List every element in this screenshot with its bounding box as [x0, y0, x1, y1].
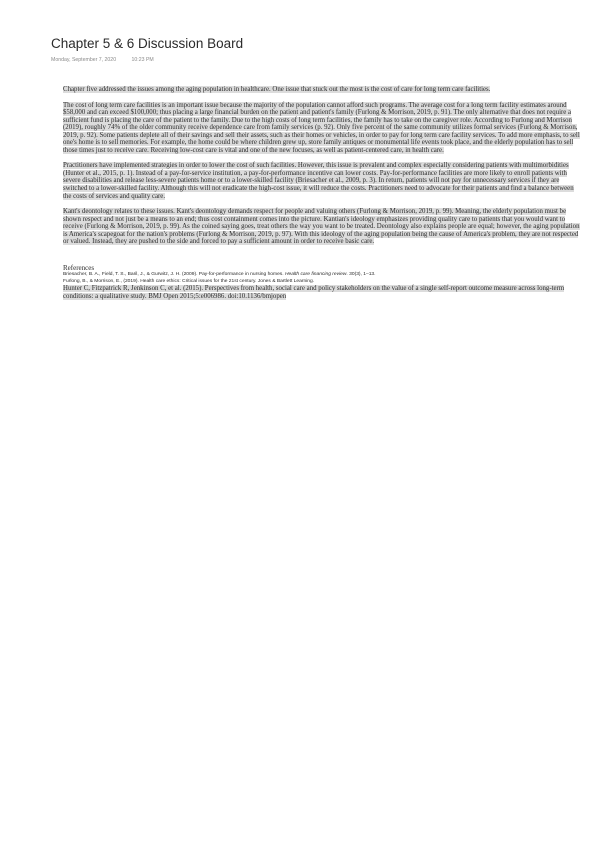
paragraph-text: The cost of long term care facilities is an important issue because the majority of the population cannot afford such programs. The average cost for a long term facility estimates around $58,000 and can exceed $100,000; thus placing a large financial burden on the patient and patient's family (Furlong & Morrison, 2019, p. 91). The only alternative that does not require a sufficient fund is placing the care of the patient to the family. Due to the high costs of long term facilities, the family has to take on the caregiver role. According to Furlong and Morrison (2019), roughly 74% of the older community receive dependence care from family services (p. 92). Only five percent of the same community utilizes formal services (Furlong & Morrison, 2019, p. 92). Some patients deplete all of their savings and sell their assets, such as their homes or vehicles, in order to pay for long term care facility services. To add more emphasis, to sell one's home is to sell memories. For example, the home could be where children grew up, store family antiques or monumental life events took place, and the elderly population has to sell those times just to receive care. Receiving low-cost care is vital and one of the new focuses, as well as patient-centered care, in health care. — [63, 101, 580, 154]
reference-item — [63, 285, 582, 300]
paragraph-text: Practitioners have implemented strategies in order to lower the cost of such facilities. However, this issue is prevalent and complex especially considering patients with multimorbidities (Hunter et al., 2015, p. 1). Instead of a pay-for-service institution, a pay-for-performance incentive can lower costs. Pay-for-performance facilities are more likely to enroll patients with severe disabilities and release less-severe patients home or to a lower-skilled facility (Briesacher et al., 2009, p. 3). In return, patients will not pay for unnecessary services if they are switched to a lower-skilled facility. Although this will not eradicate the high-cost issue, it will reduce the costs. Practitioners need to advocate for their patients and find a balance between the costs of services and quality care. — [63, 162, 574, 200]
paragraph — [63, 162, 582, 200]
page-date: Monday, September 7, 2020 — [51, 57, 117, 63]
paragraph-text: Chapter five addressed the issues among the aging population in healthcare. One issue that stuck out the most is the cost of care for long term care facilities. — [63, 86, 491, 93]
page-timestamp — [51, 57, 154, 63]
paragraph-text: Kant's deontology relates to these issues. Kant's deontology demands respect for people and valuing others (Furlong & Morrison, 2019, p. 99). Meaning, the elderly population must be shown respect and not just be a means to an end; thus cost containment comes into the picture. Kantian's ideology emphasizes providing quality care to patients that you would want to receive (Furlong & Morrison, 2019, p. 99). As the coined saying goes, treat others the way you want to be treated. Deontology also explains people are equal; however, the aging population is America's scapegoat for the nation's problems (Furlong & Morrison, 2019, p. 97). With this ideology of the aging population being the cause of America's problem, they are not respected or valued. Instead, they are pushed to the side and forced to pay a sufficient amount in order to receive basic care. — [63, 208, 580, 246]
paragraph — [63, 86, 582, 94]
reference-item — [63, 272, 582, 279]
reference-text: Briesacher, B. A., Field, T. S., Baril, J., & Gurwitz, J. H. (2009). Pay-for-performance in nursing homes. — [63, 271, 285, 277]
page-time: 10:23 PM — [131, 57, 154, 63]
reference-text: . 30(3), 1–13. — [346, 271, 376, 277]
paragraph — [63, 208, 582, 246]
paragraph — [63, 102, 582, 155]
page-title: Chapter 5 & 6 Discussion Board — [51, 36, 244, 51]
reference-text: Furlong, B., & Morrison, E., (2019). Health care ethics: Critical issues for the 21st century. Jones & Bartlett Learning. — [63, 278, 315, 284]
reference-item — [63, 279, 582, 286]
reference-journal: Health care financing review — [284, 271, 347, 277]
references-heading: References — [63, 263, 95, 272]
note-body[interactable] — [63, 86, 582, 301]
reference-text: Hunter C, Fitzpatrick R, Jenkinson C, et al. (2015). Perspectives from health, social care and policy stakeholders on the value of a single self-report outcome measure across long-term conditions: a qualitative study. BMJ Open 2015;5:e006986. doi:10.1136/bmjopen — [63, 285, 565, 300]
